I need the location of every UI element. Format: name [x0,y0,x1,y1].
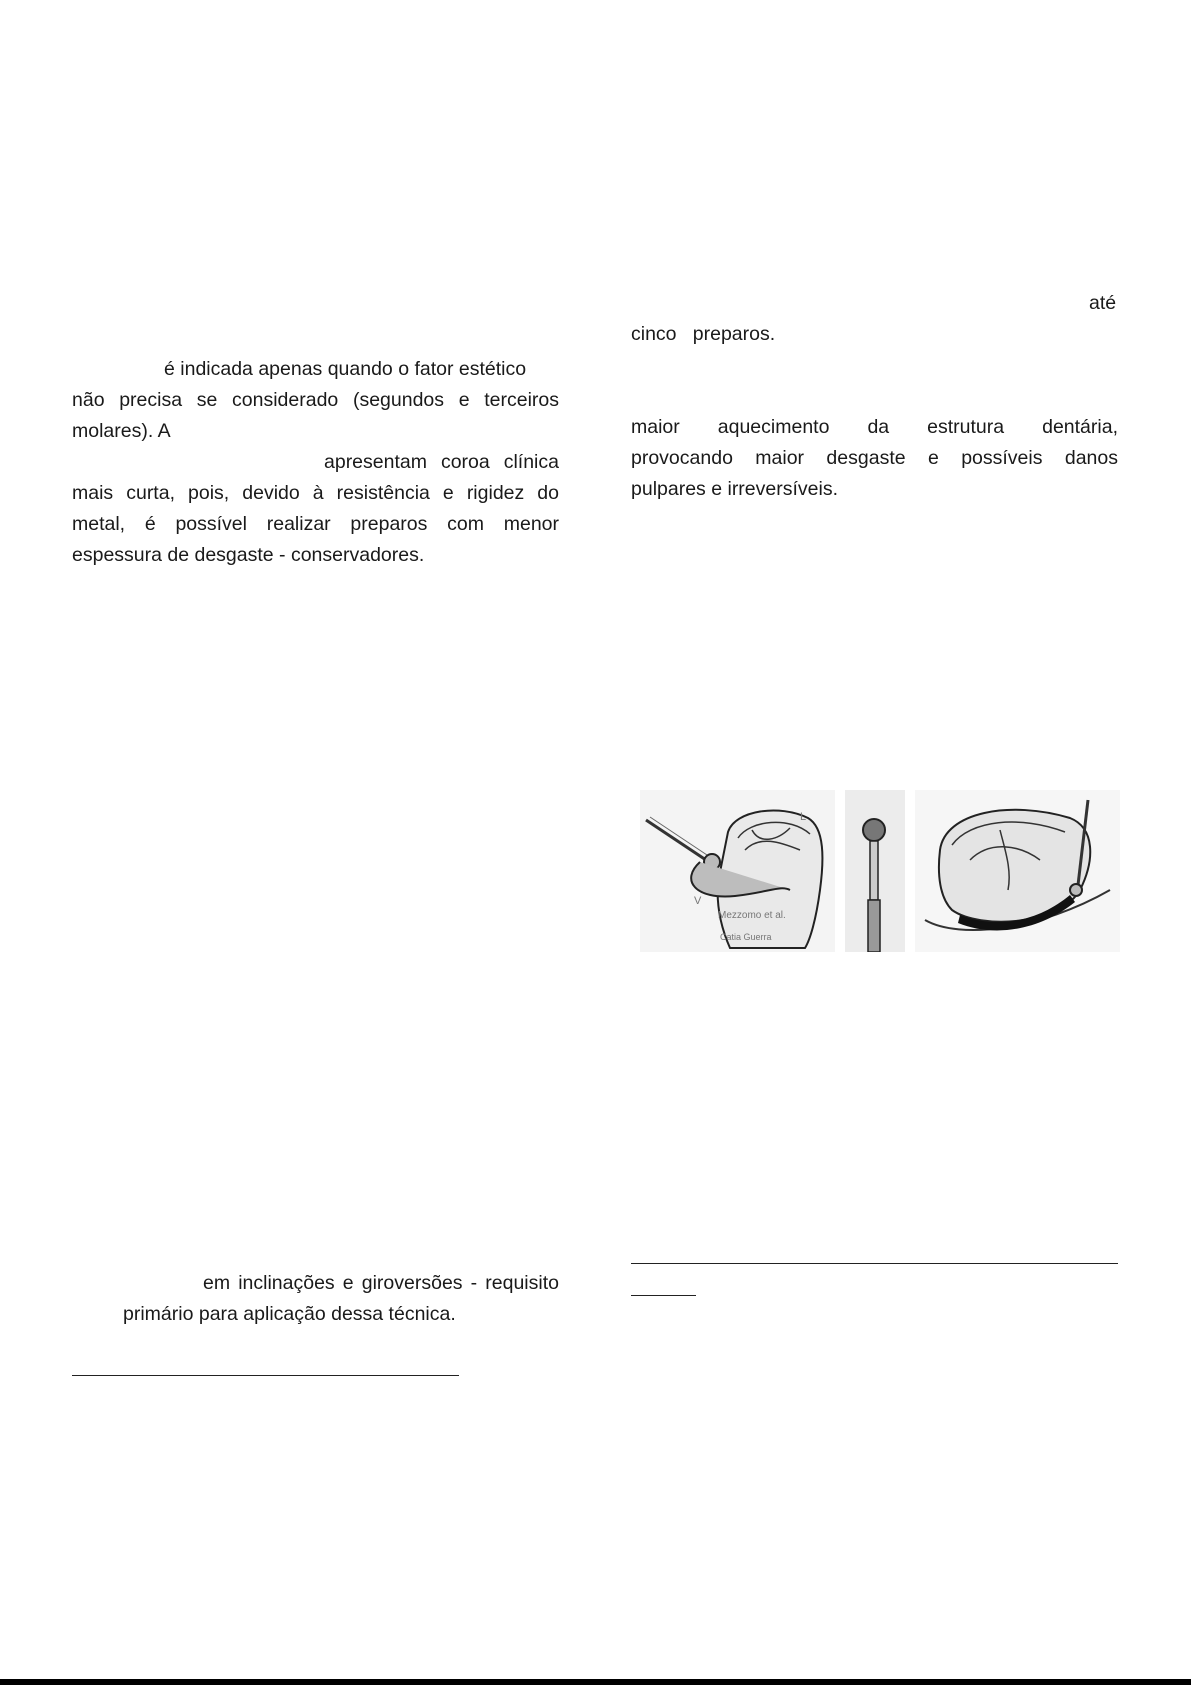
right-p2-line3: pulpares e irreversíveis. [631,478,838,500]
right-p2-line1: maior aquecimento da estrutura dentária, [631,416,1118,438]
caption-author: Mezzomo et al. [718,910,786,921]
right-section-rule-short [631,1295,696,1296]
right-p1-line2: cinco preparos. [631,323,776,345]
left-p1-line1: é indicada apenas quando o fator estético [164,358,527,380]
left-p1-line7: espessura de desgaste - conservadores. [72,544,425,566]
label-l: L [800,811,807,823]
left-p1-line6: metal, é possível realizar preparos com menor [72,513,559,535]
right-p1-line1: até [1089,292,1117,314]
bur-neck [870,841,878,900]
tooth-preparation-figure [640,790,1120,952]
left-section-rule [72,1375,459,1376]
left-p1-line5: mais curta, pois, devido à resistência e rigidez do [72,482,559,504]
left-p1-line3: molares). A [72,420,171,442]
tooth-preparation-illustration [640,790,1120,952]
right-section-rule [631,1263,1118,1264]
bur-shank [868,900,880,952]
bur-ball-tip [863,819,885,841]
caption-credit: Catia Guerra [720,932,772,942]
label-v: V [694,895,702,907]
right-p2-line2: provocando maior desgaste e possíveis danos [631,447,1118,469]
left-p2-line2: primário para aplicação dessa técnica. [123,1303,456,1325]
left-p2-line1: em inclinações e giroversões - requisito [203,1272,559,1294]
page-bottom-border [0,1679,1191,1685]
bur-tip-right [1070,884,1082,896]
left-p1-line2: não precisa se considerado (segundos e terceiros [72,389,559,411]
left-p1-line4: apresentam coroa clínica [324,451,559,473]
